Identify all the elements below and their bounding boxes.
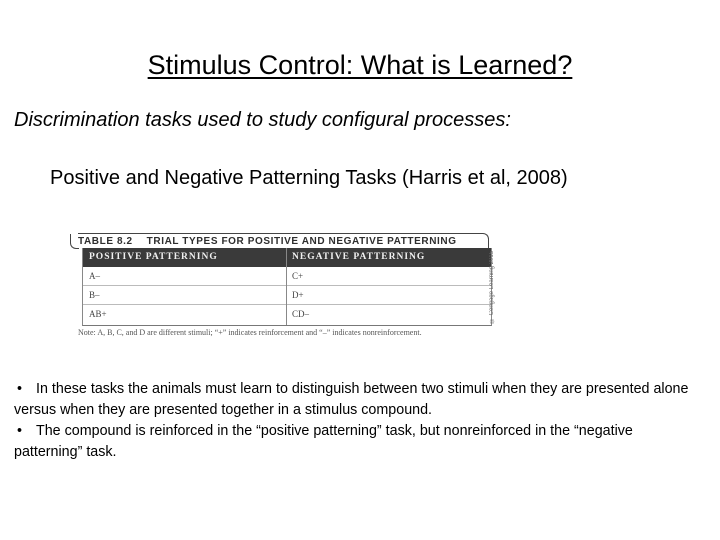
column-header-negative: NEGATIVE PATTERNING — [292, 252, 426, 262]
task-heading: Positive and Negative Patterning Tasks (Harris et al, 2008) — [50, 167, 568, 189]
table-cell: AB+ — [89, 309, 107, 319]
column-divider — [286, 248, 287, 325]
table-row — [83, 286, 491, 305]
slide-subtitle: Discrimination tasks used to study configural processes: — [14, 109, 511, 131]
table-cell: C+ — [292, 271, 304, 281]
table-cell: A– — [89, 271, 100, 281]
table-header-row — [83, 248, 491, 267]
table-figure — [64, 228, 504, 340]
trial-types-table — [82, 248, 492, 326]
bullet-item — [14, 421, 704, 463]
column-header-positive: POSITIVE PATTERNING — [89, 252, 218, 262]
table-row — [83, 305, 491, 324]
table-caption — [78, 233, 489, 249]
table-cell: D+ — [292, 290, 304, 300]
bullet-list — [14, 379, 704, 463]
bullet-text: In these tasks the animals must learn to distinguish between two stimuli when they are presented alone versus when they are presented together in a stimulus compound. — [14, 381, 689, 418]
copyright-credit: © Cengage Learning 2015 — [489, 250, 495, 324]
table-cell: B– — [89, 290, 100, 300]
slide-title: Stimulus Control: What is Learned? — [147, 50, 573, 80]
table-note: Note: A, B, C, and D are different stimuli; “+” indicates reinforcement and “–” indicates nonreinforcement. — [78, 328, 422, 337]
bullet-symbol: • — [17, 381, 23, 397]
table-number: TABLE 8.2 — [78, 236, 133, 247]
table-caption-text: TRIAL TYPES FOR POSITIVE AND NEGATIVE PATTERNING — [146, 236, 457, 247]
table-row — [83, 267, 491, 286]
bullet-item — [14, 379, 704, 421]
table-cell: CD– — [292, 309, 310, 319]
bullet-symbol: • — [17, 423, 23, 439]
bullet-text: The compound is reinforced in the “positive patterning” task, but nonreinforced in the “negative patterning” task. — [14, 423, 633, 460]
